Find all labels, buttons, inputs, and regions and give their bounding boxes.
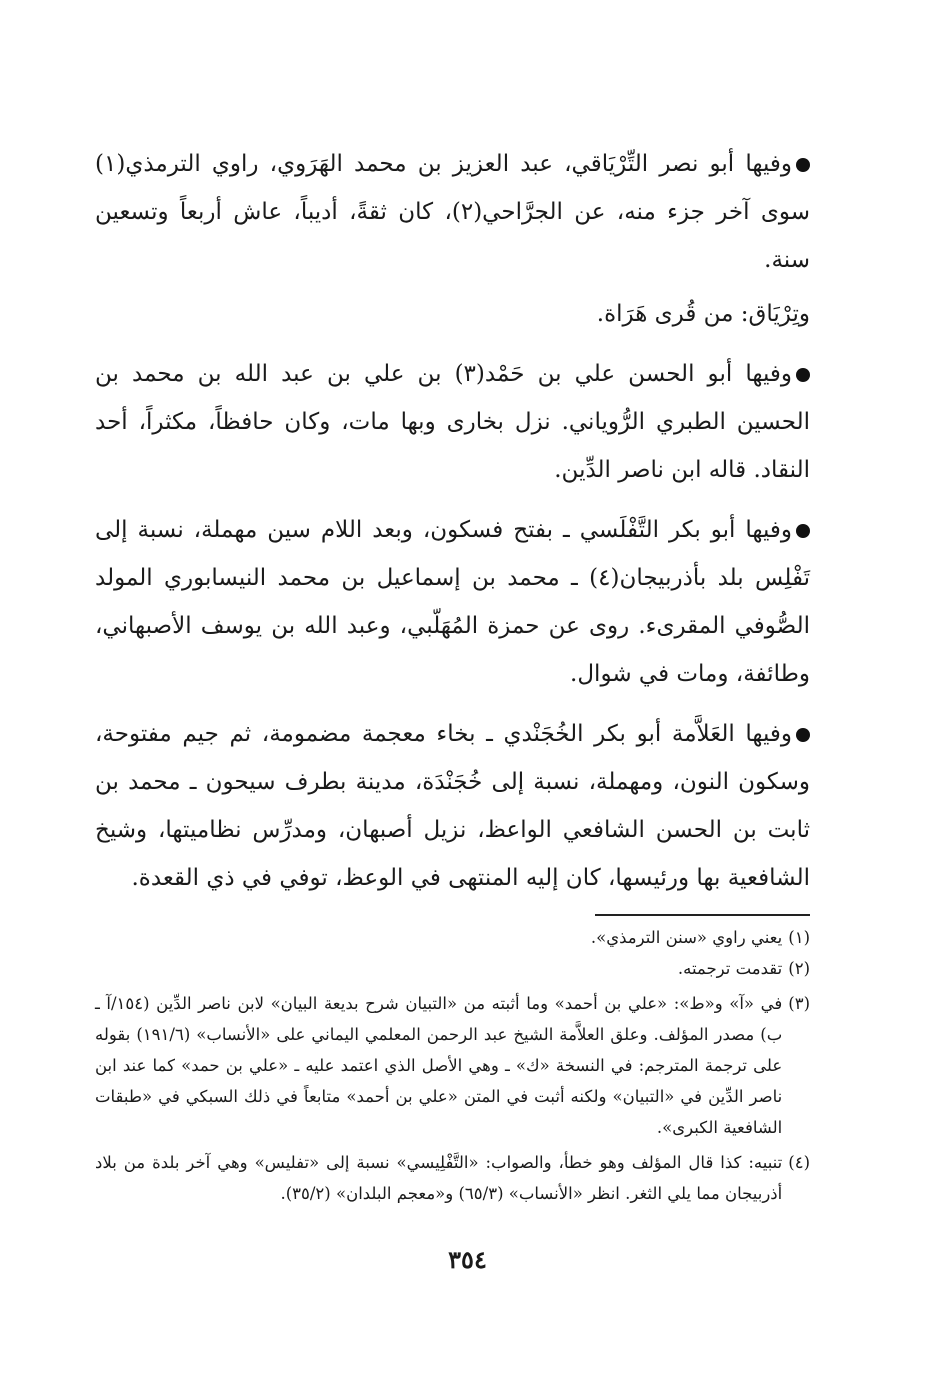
page-body (95, 140, 810, 1209)
entry-tiryaq-note (95, 290, 810, 338)
footnote-text: يعني راوي «سنن الترمذي». (590, 928, 783, 947)
bullet-icon (796, 524, 810, 538)
bullet-icon (796, 158, 810, 172)
footnote-number: (١) (788, 928, 810, 947)
main-text (95, 140, 810, 902)
bullet-icon (796, 728, 810, 742)
entry-text: وفيها أبو نصر التِّرْيَاقي، عبد العزيز بن محمد الهَرَوي، راوي الترمذي(١) سوى آخر جزء منه، عن الجرَّاحي(٢)، كان ثقةً، أديباً، عاش أربعاً وتسعين سنة. (95, 151, 810, 273)
bullet-icon (796, 368, 810, 382)
footnote-number: (٤) (788, 1153, 810, 1172)
footnote-text: تنبيه: كذا قال المؤلف وهو خطأ، والصواب: «التَّفْلِيسي» نسبة إلى «تفليس» وهي آخر بلدة من بلاد أذربيجان مما يلي الثغر. انظر «الأنساب» (٦٥/٣) و«معجم البلدان» (٣٥/٢). (95, 1153, 783, 1203)
entry-abu-al-hasan (95, 350, 810, 494)
entry-al-taflasi (95, 506, 810, 698)
page-number: ٣٥٤ (448, 1245, 487, 1274)
entry-text: وفيها العَلاَّمة أبو بكر الخُجَنْدي ـ بخاء معجمة مضمومة، ثم جيم مفتوحة، وسكون النون، ومهملة، نسبة إلى خُجَنْدَة، مدينة بطرف سيحون ـ محمد بن ثابت بن الحسن الشافعي الواعظ، نزيل أصبهان، ومدرِّس نظاميتها، وشيخ الشافعية بها ورئيسها، كان إليه المنتهى في الوعظ، توفي في ذي القعدة. (95, 721, 810, 891)
entry-text: وفيها أبو الحسن علي بن حَمْد(٣) بن علي بن عبد الله بن محمد بن الحسين الطبري الرُّوياني. نزل بخارى وبها مات، وكان حافظاً، مكثراً، أحد النقاد. قاله ابن ناصر الدِّين. (95, 361, 810, 483)
footnote-2 (95, 953, 810, 984)
footnote-divider (595, 914, 810, 916)
entry-abu-nasr (95, 140, 810, 284)
entry-al-khujandi (95, 710, 810, 902)
footnote-1 (95, 922, 810, 953)
footnote-3 (95, 988, 810, 1143)
footnote-text: في «آ» و«ط»: «علي بن أحمد» وما أثبته من «التبيان شرح بديعة البيان» لابن ناصر الدِّين (١٥٤/آ ـ ب) مصدر المؤلف. وعلق العلاَّمة الشيخ عبد الرحمن المعلمي اليماني على «الأنساب» (١٩١/٦) بقوله على ترجمة المترجم: في النسخة «ك» ـ وهي الأصل الذي اعتمد عليه ـ «علي بن حمد» كما عند ابن ناصر الدِّين في «التبيان» ولكنه أثبت في المتن «علي بن أحمد» متابعاً في ذلك السبكي في «طبقات الشافعية الكبرى». (95, 994, 783, 1137)
footnote-text: تقدمت ترجمته. (677, 959, 783, 978)
footnote-number: (٢) (788, 959, 810, 978)
entry-text: وتِرْيَاق: من قُرى هَرَاة. (596, 301, 810, 327)
footnote-number: (٣) (788, 994, 810, 1013)
footnote-4 (95, 1147, 810, 1209)
entry-text: وفيها أبو بكر التَّفْلَسي ـ بفتح فسكون، وبعد اللام سين مهملة، نسبة إلى تَفْلِس بلد بأذربيجان(٤) ـ محمد بن إسماعيل بن محمد النيسابوري المولد الصُّوفي المقرىء. روى عن حمزة المُهَلّبي، وعبد الله بن يوسف الأصبهاني، وطائفة، ومات في شوال. (95, 517, 810, 687)
footnotes (95, 922, 810, 1209)
